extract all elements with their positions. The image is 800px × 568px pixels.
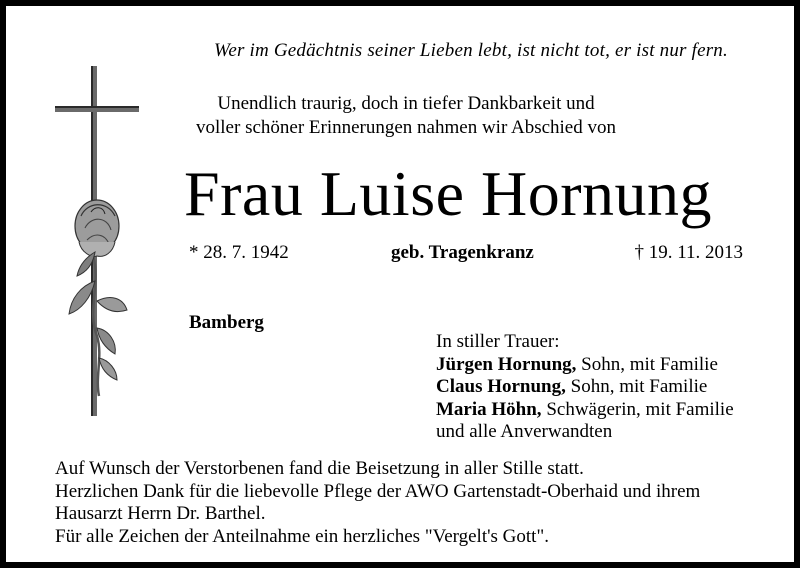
birth-date: * 28. 7. 1942 xyxy=(189,242,289,263)
cross-with-rose-icon xyxy=(51,66,147,422)
mourners-closing: und alle Anverwandten xyxy=(436,421,613,442)
footer-line: Herzlichen Dank für die liebevolle Pflege der AWO Gartenstadt-Oberhaid und ihrem xyxy=(55,480,701,502)
mourner-name: Jürgen Hornung, xyxy=(436,353,577,375)
footer-text xyxy=(55,458,760,548)
place-name: Bamberg xyxy=(189,312,264,333)
maiden-name: geb. Tragenkranz xyxy=(391,242,534,263)
mourner-name: Maria Höhn, xyxy=(436,398,542,420)
mourner-relation: Sohn, mit Familie xyxy=(565,376,708,397)
intro-text xyxy=(196,92,616,140)
mourner-entry xyxy=(436,354,734,377)
footer-line: Für alle Zeichen der Anteilnahme ein herzliches "Vergelt's Gott". xyxy=(55,525,549,547)
mourner-relation: Sohn, mit Familie xyxy=(576,353,718,375)
mourner-entry xyxy=(436,399,734,422)
footer-line: Hausarzt Herrn Dr. Barthel. xyxy=(55,503,266,524)
mourners-heading: In stiller Trauer: xyxy=(436,331,560,352)
motto-quote: Wer im Gedächtnis seiner Lieben lebt, ist nicht tot, er ist nur fern. xyxy=(214,40,728,61)
mourner-entry xyxy=(436,376,734,399)
mourner-name: Claus Hornung, xyxy=(436,376,566,397)
deceased-name: Frau Luise Hornung xyxy=(184,158,713,229)
mourners-block xyxy=(436,331,734,444)
intro-line: voller schöner Erinnerungen nahmen wir Abschied von xyxy=(196,117,616,138)
footer-line: Auf Wunsch der Verstorbenen fand die Beisetzung in aller Stille statt. xyxy=(55,458,584,479)
death-date: † 19. 11. 2013 xyxy=(634,242,743,263)
intro-line: Unendlich traurig, doch in tiefer Dankbarkeit und xyxy=(217,93,595,114)
mourner-relation: Schwägerin, mit Familie xyxy=(541,398,734,420)
